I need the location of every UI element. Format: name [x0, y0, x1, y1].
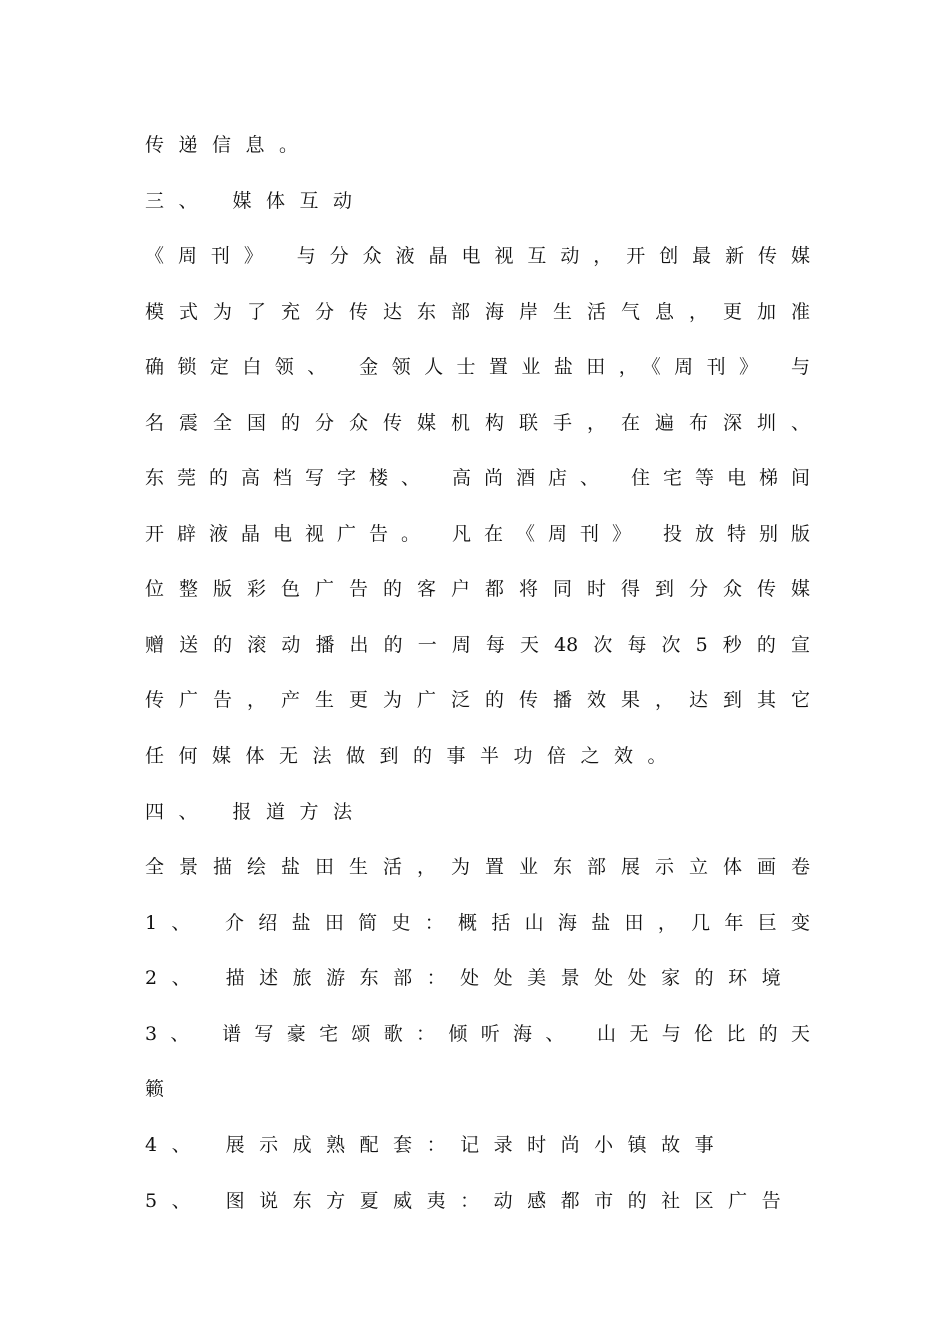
list-item-4: 4、 展示成熟配套：记录时尚小镇故事	[145, 1134, 729, 1156]
list-item-3: 3、 谱写豪宅颂歌：倾听海、 山无与伦比的天	[145, 1023, 810, 1045]
text-line-10: 赠送的滚动播出的一周每天48次每次5秒的宣	[145, 634, 810, 656]
text-line-4: 模式为了充分传达东部海岸生活气息，更加准	[145, 301, 810, 323]
text-line-8: 开辟液晶电视广告。 凡在《周刊》 投放特别版	[145, 523, 810, 545]
list-item-1: 1、 介绍盐田简史：概括山海盐田，几年巨变	[145, 912, 810, 934]
text-line-6: 名震全国的分众传媒机构联手，在遍布深圳、	[145, 412, 810, 434]
text-line-9: 位整版彩色广告的客户都将同时得到分众传媒	[145, 578, 810, 600]
text-line-11: 传广告，产生更为广泛的传播效果，达到其它	[145, 689, 810, 711]
text-line-3: 《周刊》 与分众液晶电视互动，开创最新传媒	[145, 245, 810, 267]
section-heading-media-interaction: 三、 媒体互动	[145, 190, 367, 212]
text-line-12: 任何媒体无法做到的事半功倍之效。	[145, 745, 682, 767]
text-line-1: 传递信息。	[145, 134, 313, 156]
list-item-2: 2、 描述旅游东部：处处美景处处家的环境	[145, 967, 796, 989]
section-heading-reporting-method: 四、 报道方法	[145, 801, 367, 823]
text-line-5: 确锁定白领、 金领人士置业盐田，《周刊》 与	[145, 356, 810, 378]
text-line-7: 东莞的高档写字楼、 高尚酒店、 住宅等电梯间	[145, 467, 810, 489]
text-line-14: 全景描绘盐田生活，为置业东部展示立体画卷	[145, 856, 810, 878]
list-item-3-continued: 籁	[145, 1078, 179, 1100]
list-item-5: 5、 图说东方夏威夷：动感都市的社区广告	[145, 1190, 796, 1212]
